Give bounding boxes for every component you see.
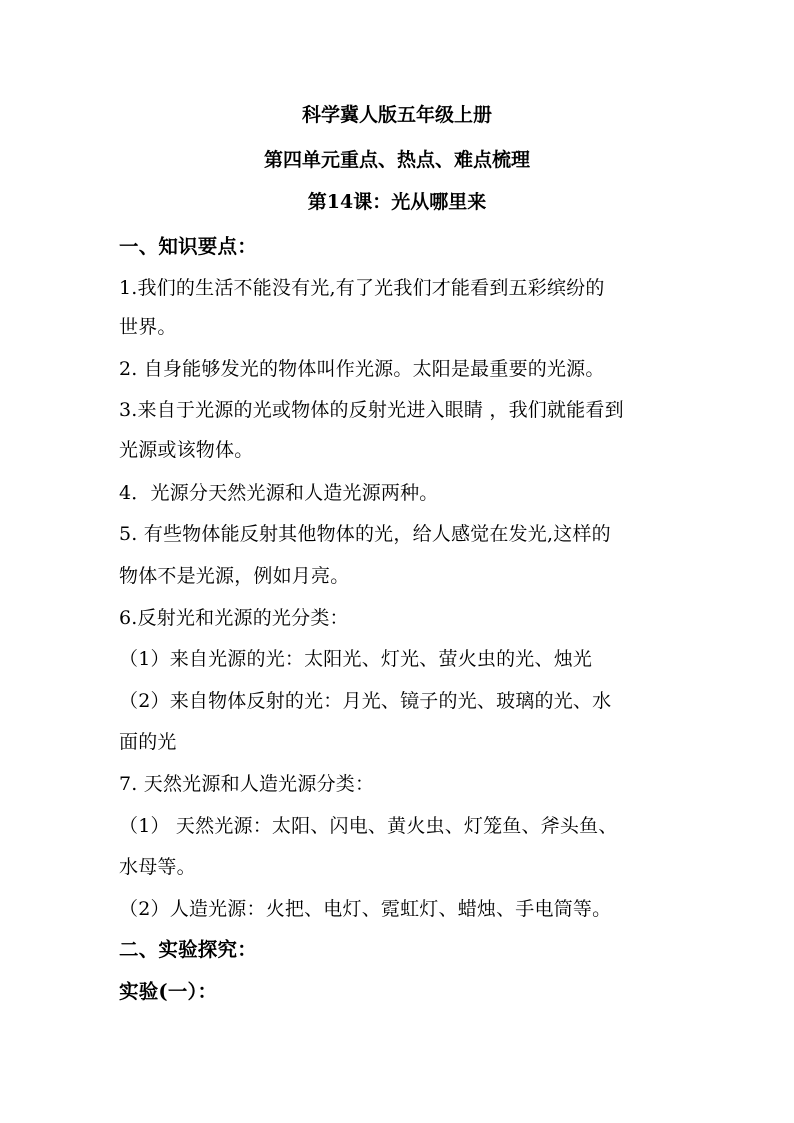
body-line: 2. 自身能够发光的物体叫作光源。太阳是最重要的光源。 <box>119 358 605 380</box>
body-line: （2）人造光源：火把、电灯、霓虹灯、蜡烛、手电筒等。 <box>119 898 612 920</box>
body-line: （1） 天然光源：太阳、闪电、黄火虫、灯笼鱼、斧头鱼、 <box>119 815 618 837</box>
body-line: 光源或该物体。 <box>119 439 254 461</box>
body-line: （2）来自物体反射的光：月光、镜子的光、玻璃的光、水 <box>119 690 612 712</box>
body-line: （1）来自光源的光：太阳光、灯光、萤火虫的光、烛光 <box>119 648 593 670</box>
body-line: 4．光源分天然光源和人造光源两种。 <box>119 482 439 504</box>
body-line: 水母等。 <box>119 856 196 878</box>
section-heading-knowledge: 一、知识要点： <box>119 235 257 258</box>
body-line: 面的光 <box>119 731 177 753</box>
body-line: 世界。 <box>119 316 177 338</box>
lesson-title: 第14课：光从哪里来 <box>307 191 487 213</box>
experiment-subheading: 实验(一）： <box>119 980 218 1003</box>
unit-title: 第四单元重点、热点、难点梳理 <box>263 149 530 171</box>
body-line: 7. 天然光源和人造光源分类： <box>119 773 375 795</box>
section-heading-experiment: 二、实验探究： <box>119 938 257 961</box>
body-line: 1.我们的生活不能没有光,有了光我们才能看到五彩缤纷的 <box>119 277 605 299</box>
document-title: 科学冀人版五年级上册 <box>301 104 492 126</box>
body-line: 5. 有些物体能反射其他物体的光，给人感觉在发光,这样的 <box>119 523 611 545</box>
body-line: 3.来自于光源的光或物体的反射光进入眼睛 ，我们就能看到 <box>119 399 624 421</box>
body-line: 物体不是光源，例如月亮。 <box>119 565 350 587</box>
body-line: 6.反射光和光源的光分类： <box>119 607 349 629</box>
